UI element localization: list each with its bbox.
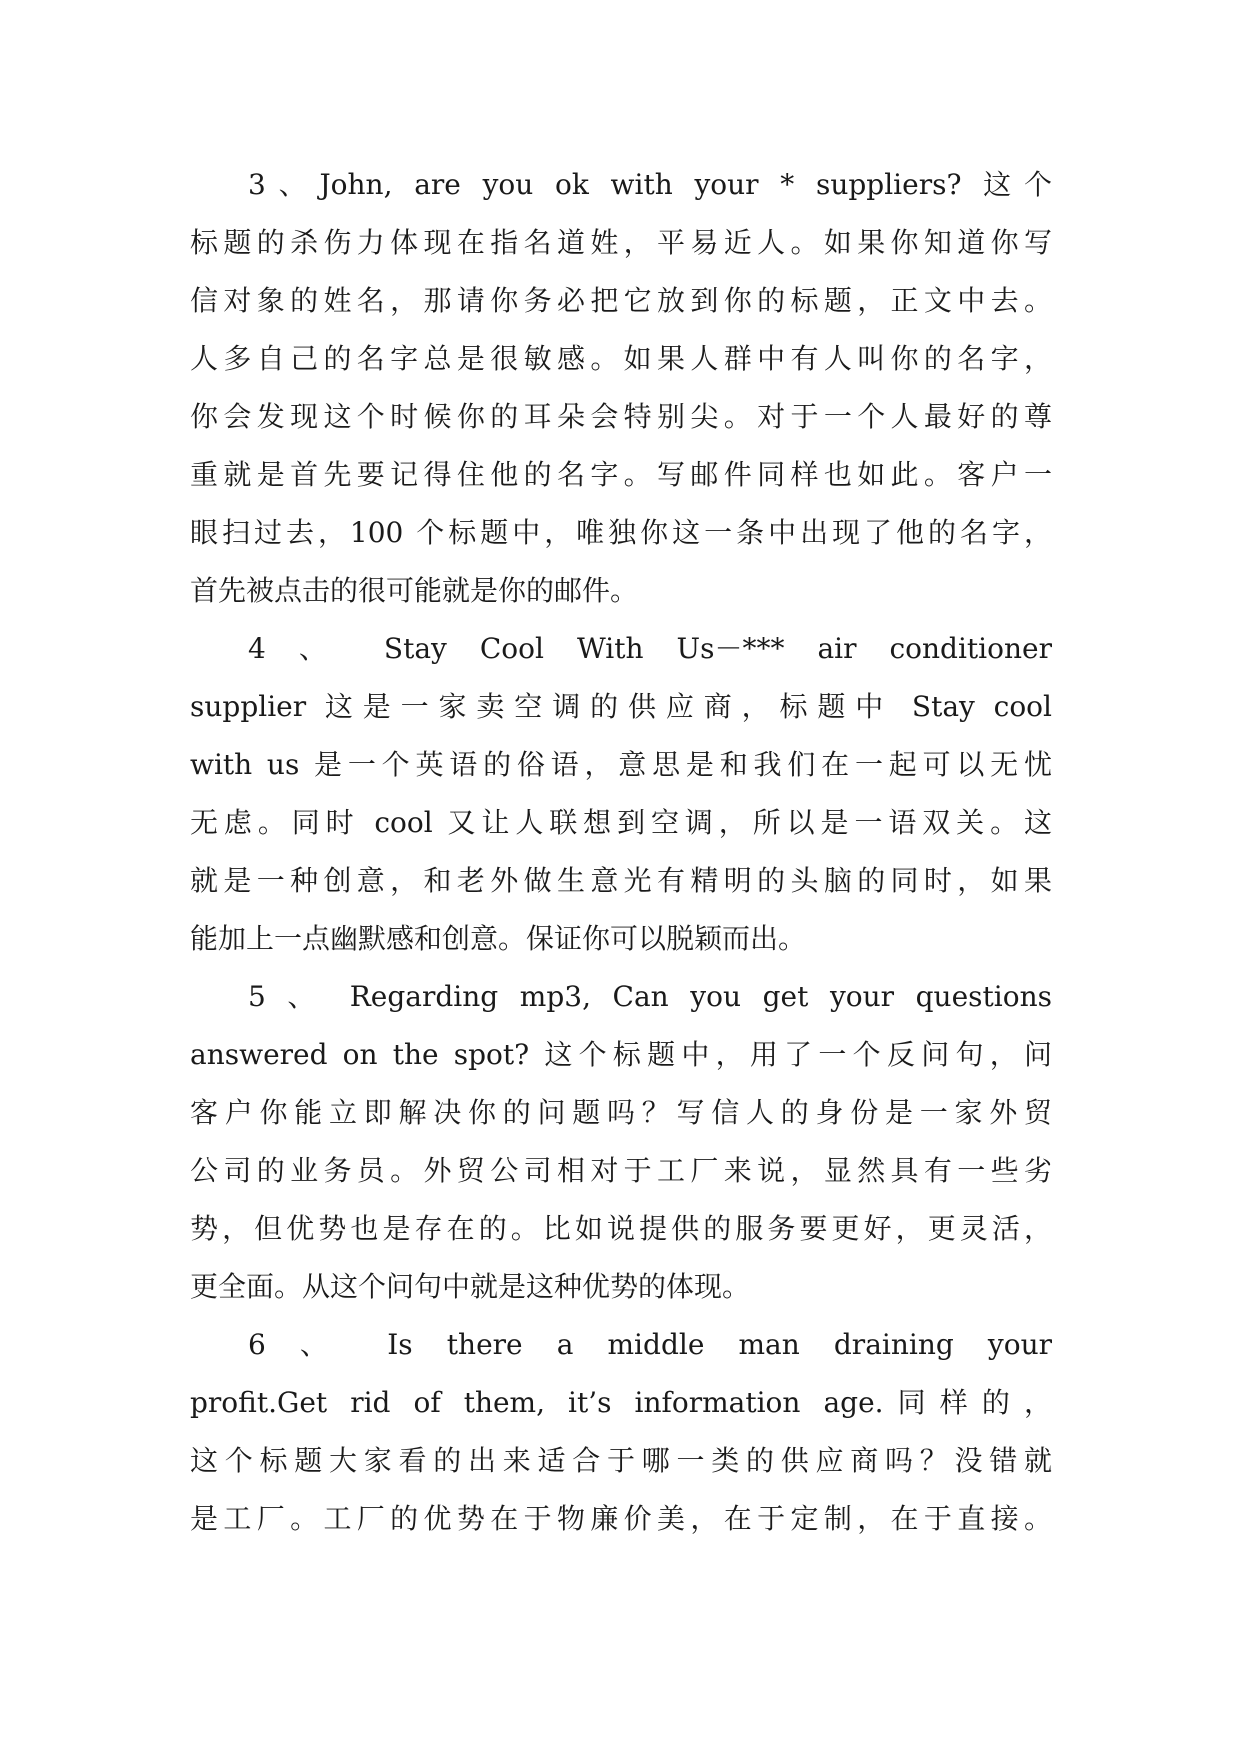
text-line: 你会发现这个时候你的耳朵会特别尖。对于一个人最好的尊 <box>190 400 1052 433</box>
text-line: supplier 这是一家卖空调的供应商，标题中 Stay cool <box>190 690 1052 723</box>
text-line: 首先被点击的很可能就是你的邮件。 <box>190 574 639 607</box>
document-body <box>190 156 1052 1548</box>
text-line: 客户你能立即解决你的问题吗？写信人的身份是一家外贸 <box>190 1096 1052 1129</box>
text-line: 眼扫过去，100 个标题中，唯独你这一条中出现了他的名字， <box>190 516 1052 549</box>
text-line: with us 是一个英语的俗语，意思是和我们在一起可以无忧 <box>190 748 1052 781</box>
text-line: 更全面。从这个问句中就是这种优势的体现。 <box>190 1270 751 1303</box>
paragraph-item-4 <box>190 620 1052 968</box>
text-line: 信对象的姓名，那请你务必把它放到你的标题，正文中去。 <box>190 284 1052 317</box>
text-line: 人多自己的名字总是很敏感。如果人群中有人叫你的名字， <box>190 342 1052 375</box>
text-line: 是工厂。工厂的优势在于物廉价美，在于定制，在于直接。 <box>190 1502 1052 1535</box>
text-line: 能加上一点幽默感和创意。保证你可以脱颖而出。 <box>190 922 807 955</box>
text-line: 4 、 Stay Cool With Us－*** air conditioner <box>248 632 1052 665</box>
text-line: 5 、 Regarding mp3, Can you get your questions <box>248 980 1052 1013</box>
text-line: 就是一种创意，和老外做生意光有精明的头脑的同时，如果 <box>190 864 1052 897</box>
text-line: answered on the spot? 这个标题中，用了一个反问句，问 <box>190 1038 1052 1071</box>
text-line: 6 、 Is there a middle man draining your <box>248 1328 1052 1361</box>
text-line: 这个标题大家看的出来适合于哪一类的供应商吗？没错就 <box>190 1444 1052 1477</box>
text-line: 3、John, are you ok with your * suppliers? 这个 <box>248 168 1052 201</box>
text-line: 标题的杀伤力体现在指名道姓，平易近人。如果你知道你写 <box>190 226 1052 259</box>
paragraph-item-3 <box>190 156 1052 620</box>
paragraph-item-6 <box>190 1316 1052 1548</box>
text-line: profit.Get rid of them, it’s information age.同样的， <box>190 1386 1052 1419</box>
text-line: 重就是首先要记得住他的名字。写邮件同样也如此。客户一 <box>190 458 1052 491</box>
paragraph-item-5 <box>190 968 1052 1316</box>
text-line: 公司的业务员。外贸公司相对于工厂来说，显然具有一些劣 <box>190 1154 1052 1187</box>
text-line: 无虑。同时 cool 又让人联想到空调，所以是一语双关。这 <box>190 806 1052 839</box>
text-line: 势，但优势也是存在的。比如说提供的服务要更好，更灵活， <box>190 1212 1052 1245</box>
